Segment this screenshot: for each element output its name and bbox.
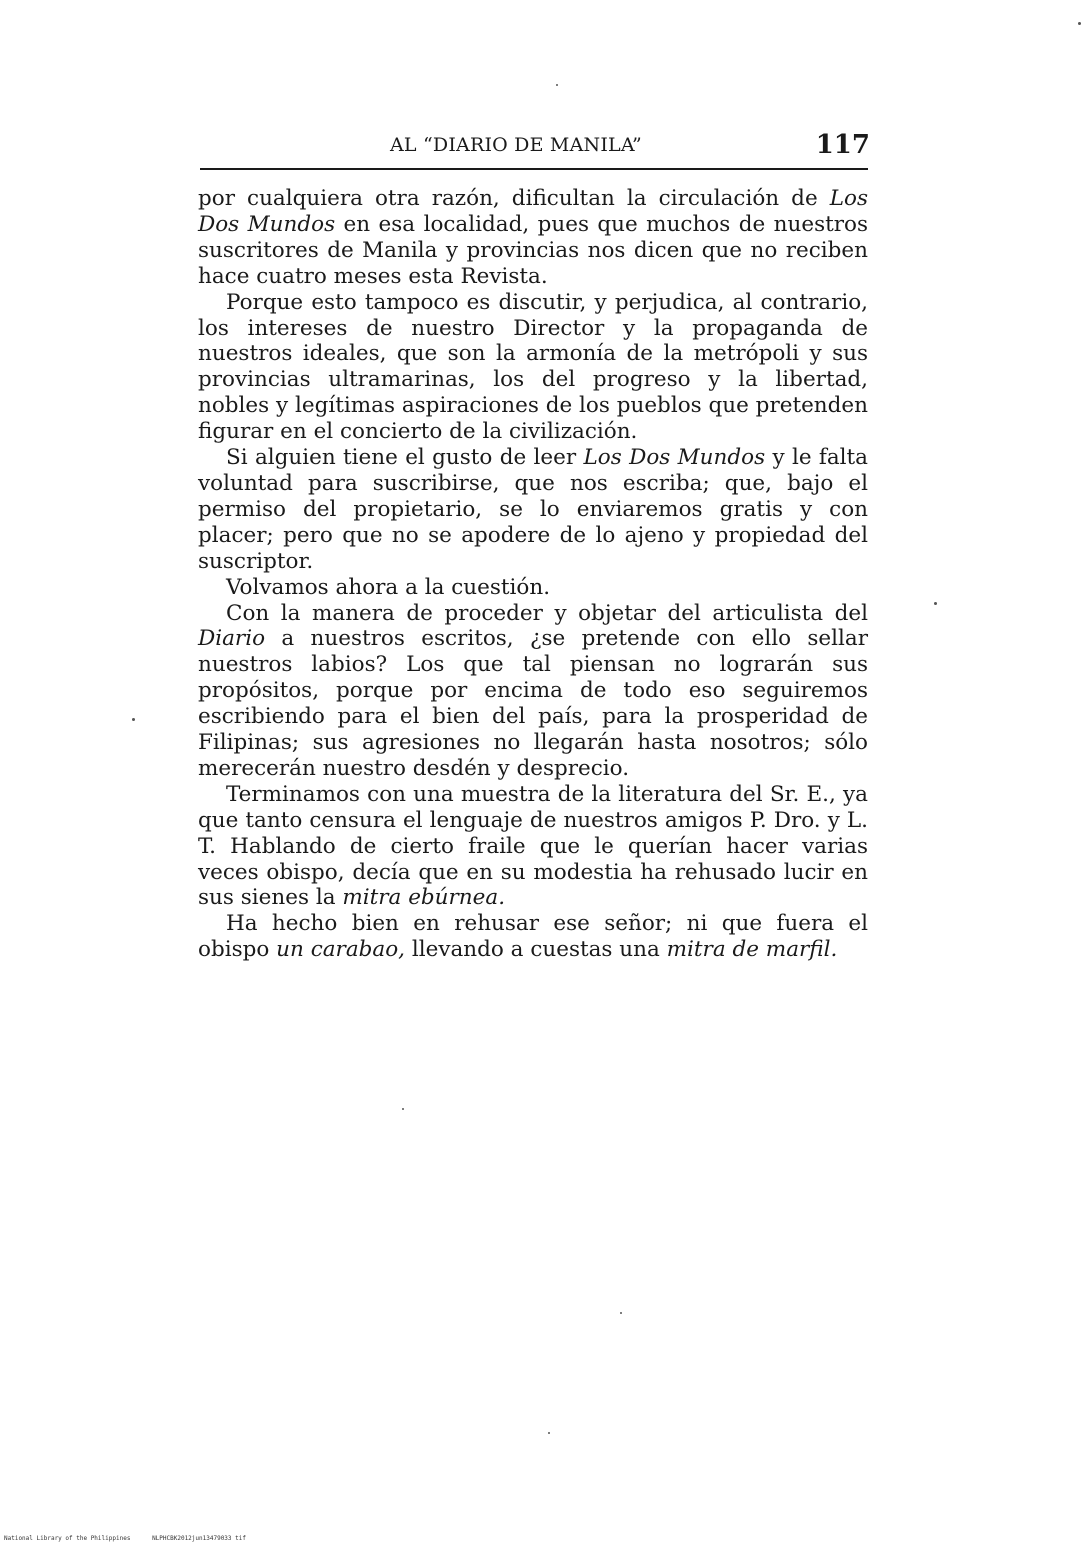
italic-text: Diario [198,626,266,652]
paragraph-7 [198,911,868,963]
scan-speck [548,1432,550,1434]
paragraph-1 [198,186,868,290]
text-run: llevando a cuestas una [405,937,667,963]
italic-text: Los Dos Mundos [583,445,766,471]
body-text [198,186,868,963]
text-run: Con la manera de proceder y objetar del articulista del [226,600,868,626]
paragraph-3 [198,445,868,575]
scan-speck [402,1108,404,1110]
italic-text: Los Dos Mundos [198,186,868,237]
scan-footer [4,1535,264,1542]
text-run: Terminamos con una muestra de la literatura del Sr. E., ya que tanto censura el lenguaje de nuestros amigos P. Dro. y L. T. Hablando de cierto fraile que le querían hacer varias veces obispo, decía que en su modestia ha rehusado lucir en sus sienes la [198,781,868,911]
running-title: AL “DIARIO DE MANILA” [390,134,642,156]
text-run: por cualquiera otra razón, dificultan la circulación de [198,186,830,211]
paragraph-5 [198,601,868,782]
running-head [200,128,870,168]
text-run: Volvamos ahora a la cuestión. [226,574,551,600]
scan-speck [556,84,558,86]
footer-scan-id: NLPHCBK2012jun13479033 tif [152,1535,246,1542]
scan-speck [1078,22,1081,25]
text-run: Si alguien tiene el gusto de leer [226,445,584,471]
page-number: 117 [815,130,870,160]
text-run: a nuestros escritos, ¿se pretende con ello sellar nuestros labios? Los que tal piensan no lograrán sus propósitos, porque por encima de todo eso seguiremos escribiendo para el bien del país, para la prosperidad de Filipinas; sus agresiones no llegarán hasta nosotros; sólo merecerán nuestro desdén y desprecio. [198,626,868,781]
header-rule [200,168,868,170]
italic-text: mitra de marfil. [666,937,838,963]
scan-speck [132,718,135,721]
footer-library: National Library of the Philippines [4,1535,131,1542]
italic-text: mitra ebúrnea. [342,885,506,911]
text-run: en esa localidad, pues que muchos de nuestros suscritores de Manila y provincias nos dicen que no reciben hace cuatro meses esta Revista. [198,211,868,289]
text-run: Ha hecho bien en rehusar ese señor; ni que fuera el obispo [198,911,868,963]
paragraph-4 [198,575,868,601]
paragraph-2 [198,290,868,445]
scan-speck [620,1312,622,1314]
text-run: y le falta voluntad para suscribirse, que nos escriba; que, bajo el permiso del propietario, se lo enviaremos gratis y con placer; pero que no se apodere de lo ajeno y propiedad del suscriptor. [198,445,868,574]
paragraph-6 [198,782,868,912]
text-run: Porque esto tampoco es discutir, y perjudica, al contrario, los intereses de nuestro Director y la propaganda de nuestros ideales, que son la armonía de la metrópoli y sus provincias ultramarinas, los del progreso y la libertad, nobles y legítimas aspiraciones de los pueblos que pretenden figurar en el concierto de la civilización. [198,289,868,445]
italic-text: un carabao, [276,937,406,963]
scan-speck [934,602,937,605]
